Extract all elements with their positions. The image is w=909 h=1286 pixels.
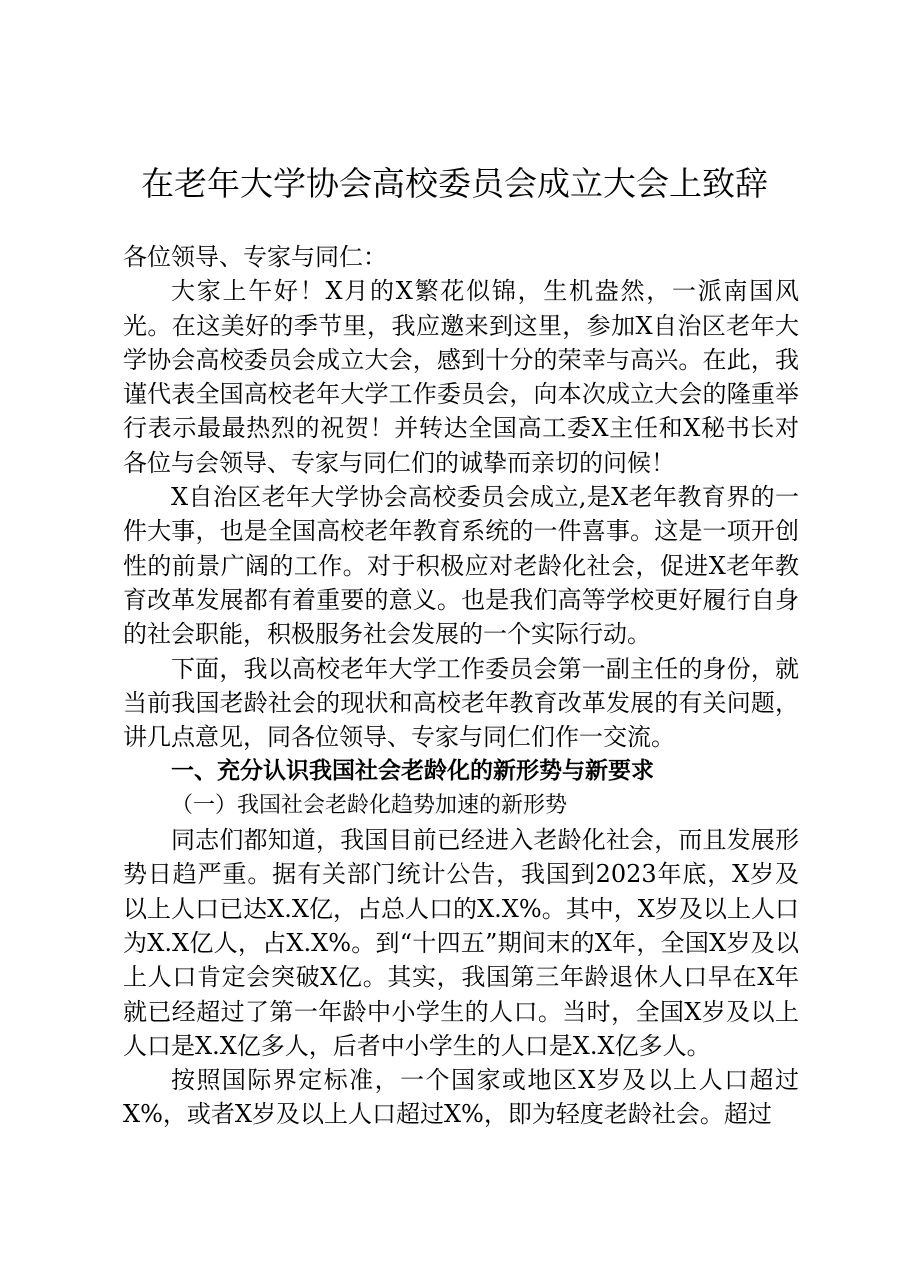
- paragraph-aging-trend: 同志们都知道，我国目前已经进入老龄化社会，而且发展形势日趋严重。据有关部门统计公告，我国到2023年底，X岁及以上人口已达X.X亿，占总人口的X.X%。其中，X岁及以上人口为X.X亿人，占X.X%。到“十四五”期间末的X年，全国X岁及以上人口肯定会突破X亿。其实，我国第三年龄退休人口早在X年就已经超过了第一年龄中小学生的人口。当时，全国X岁及以上人口是X.X亿多人，后者中小学生的人口是X.X亿多人。: [123, 826, 799, 1060]
- paragraph-greeting: 大家上午好！X月的X繁花似锦，生机盎然，一派南国风光。在这美好的季节里，我应邀来到这里，参加X自治区老年大学协会高校委员会成立大会，感到十分的荣幸与高兴。在此，我谨代表全国高校老年大学工作委员会，向本次成立大会的隆重举行表示最最热烈的祝贺！并转达全国高工委X主任和X秘书长对各位与会领导、专家与同仁们的诚挚而亲切的问候！: [123, 277, 799, 477]
- document-body: [123, 240, 799, 1132]
- subsection-heading: （一）我国社会老龄化趋势加速的新形势: [171, 792, 568, 818]
- paragraph-introduction: 下面，我以高校老年大学工作委员会第一副主任的身份，就当前我国老龄社会的现状和高校老年教育改革发展的有关问题，讲几点意见，同各位领导、专家与同仁们作一交流。: [123, 654, 799, 752]
- paragraph-significance: X自治区老年大学协会高校委员会成立,是X老年教育界的一件大事，也是全国高校老年教育系统的一件喜事。这是一项开创性的前景广阔的工作。对于积极应对老龄化社会，促进X老年教育改革发展都有着重要的意义。也是我们高等学校更好履行自身的社会职能，积极服务社会发展的一个实际行动。: [123, 483, 799, 649]
- salutation: 各位领导、专家与同仁：: [123, 243, 387, 271]
- section-heading: 一、充分认识我国社会老龄化的新形势与新要求: [171, 758, 654, 785]
- document-title: 在老年大学协会高校委员会成立大会上致辞: [141, 164, 768, 203]
- paragraph-international-standard: 按照国际界定标准，一个国家或地区X岁及以上人口超过X%，或者X岁及以上人口超过X%，即为轻度老龄社会。超过: [123, 1066, 799, 1129]
